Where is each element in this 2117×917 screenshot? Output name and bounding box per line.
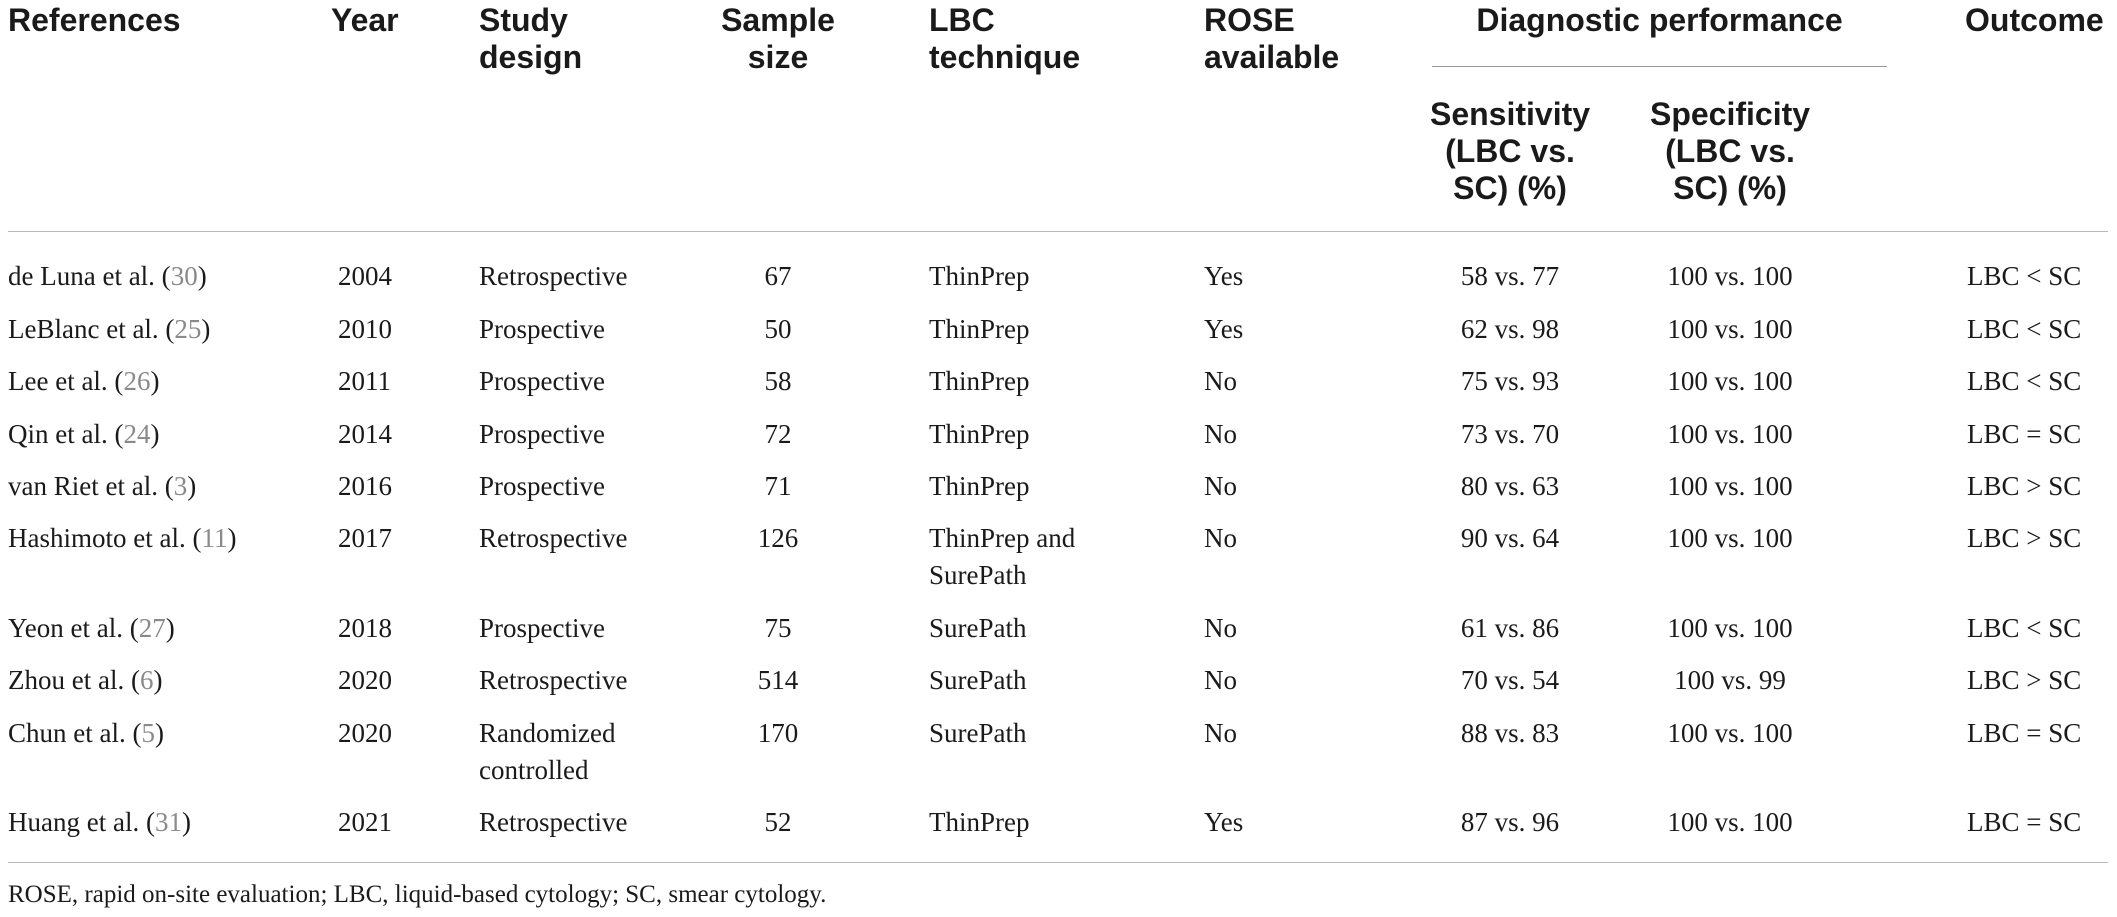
cell-sample-size: 170 [757, 718, 799, 748]
cell-rose: Yes [1204, 314, 1244, 344]
cell-reference: Chun et al. (5) [8, 718, 164, 748]
cell-specificity: 100 vs. 100 [1667, 471, 1793, 501]
cell-sensitivity: 75 vs. 93 [1460, 366, 1560, 396]
cell-lbc-technique: ThinPrep [929, 471, 1030, 501]
header-bottom-rule [8, 231, 2108, 232]
cell-year: 2020 [338, 718, 392, 748]
cell-lbc-technique: SurePath [929, 665, 1027, 695]
cell-year: 2010 [338, 314, 392, 344]
cell-study-design: Retrospective [479, 523, 628, 553]
cell-sensitivity: 62 vs. 98 [1460, 314, 1560, 344]
cell-reference: de Luna et al. (30) [8, 261, 207, 291]
cell-year: 2014 [338, 419, 392, 449]
cell-sample-size: 126 [757, 523, 799, 553]
header-references: References [8, 2, 181, 38]
cell-reference: Qin et al. (24) [8, 419, 160, 449]
cell-lbc-technique: ThinPrep and SurePath [929, 523, 1076, 590]
header-sample-size: Sample size [721, 2, 835, 75]
cell-year: 2011 [338, 366, 391, 396]
cell-year: 2018 [338, 613, 392, 643]
cell-outcome: LBC = SC [1967, 419, 2082, 449]
cell-outcome: LBC > SC [1967, 471, 2082, 501]
cell-outcome: LBC < SC [1967, 314, 2082, 344]
cell-specificity: 100 vs. 100 [1667, 366, 1793, 396]
cell-specificity: 100 vs. 100 [1667, 419, 1793, 449]
cell-lbc-technique: ThinPrep [929, 314, 1030, 344]
cell-study-design: Retrospective [479, 665, 628, 695]
cell-sample-size: 75 [764, 613, 792, 643]
cell-sensitivity: 73 vs. 70 [1460, 419, 1560, 449]
cell-rose: Yes [1204, 261, 1244, 291]
cell-sensitivity: 70 vs. 54 [1460, 665, 1560, 695]
cell-outcome: LBC > SC [1967, 523, 2082, 553]
cell-study-design: Retrospective [479, 807, 628, 837]
cell-sample-size: 50 [764, 314, 792, 344]
cell-outcome: LBC < SC [1967, 261, 2082, 291]
header-rose-available: ROSE available [1204, 2, 1340, 75]
cell-sensitivity: 58 vs. 77 [1460, 261, 1560, 291]
cell-specificity: 100 vs. 99 [1674, 665, 1786, 695]
cell-outcome: LBC < SC [1967, 366, 2082, 396]
cell-sample-size: 71 [764, 471, 792, 501]
cell-sensitivity: 88 vs. 83 [1460, 718, 1560, 748]
cell-sensitivity: 90 vs. 64 [1460, 523, 1560, 553]
cell-rose: No [1204, 718, 1237, 748]
cell-study-design: Prospective [479, 471, 605, 501]
cell-lbc-technique: ThinPrep [929, 261, 1030, 291]
cell-sensitivity: 87 vs. 96 [1460, 807, 1560, 837]
cell-year: 2016 [338, 471, 392, 501]
cell-outcome: LBC > SC [1967, 665, 2082, 695]
cell-reference: Zhou et al. (6) [8, 665, 163, 695]
cell-study-design: Prospective [479, 366, 605, 396]
cell-specificity: 100 vs. 100 [1667, 613, 1793, 643]
cell-rose: No [1204, 366, 1237, 396]
cell-sample-size: 72 [764, 419, 792, 449]
cell-reference: LeBlanc et al. (25) [8, 314, 211, 344]
cell-lbc-technique: SurePath [929, 613, 1027, 643]
cell-rose: No [1204, 613, 1237, 643]
cell-study-design: Randomized controlled [479, 718, 616, 785]
header-specificity: Specificity (LBC vs. SC) (%) [1649, 96, 1811, 206]
cell-rose: Yes [1204, 807, 1244, 837]
cell-outcome: LBC = SC [1967, 807, 2082, 837]
cell-specificity: 100 vs. 100 [1667, 523, 1793, 553]
cell-sample-size: 52 [764, 807, 792, 837]
cell-outcome: LBC < SC [1967, 613, 2082, 643]
header-lbc-technique: LBC technique [929, 2, 1081, 75]
cell-specificity: 100 vs. 100 [1667, 718, 1793, 748]
cell-sample-size: 514 [757, 665, 799, 695]
cell-reference: Huang et al. (31) [8, 807, 191, 837]
cell-year: 2020 [338, 665, 392, 695]
cell-reference: Lee et al. (26) [8, 366, 160, 396]
diagnostic-performance-rule [1432, 66, 1887, 67]
header-study-design: Study design [479, 2, 583, 75]
cell-rose: No [1204, 665, 1237, 695]
cell-study-design: Prospective [479, 613, 605, 643]
table-footnote: ROSE, rapid on-site evaluation; LBC, liquid-based cytology; SC, smear cytology. [8, 881, 827, 908]
cell-specificity: 100 vs. 100 [1667, 807, 1793, 837]
header-outcome: Outcome [1965, 2, 2104, 38]
cell-study-design: Prospective [479, 314, 605, 344]
cell-lbc-technique: ThinPrep [929, 807, 1030, 837]
cell-specificity: 100 vs. 100 [1667, 314, 1793, 344]
cell-outcome: LBC = SC [1967, 718, 2082, 748]
cell-sample-size: 67 [764, 261, 792, 291]
cell-reference: Yeon et al. (27) [8, 613, 175, 643]
cell-year: 2021 [338, 807, 392, 837]
cell-year: 2017 [338, 523, 392, 553]
cell-rose: No [1204, 523, 1237, 553]
cell-sensitivity: 80 vs. 63 [1460, 471, 1560, 501]
cell-study-design: Retrospective [479, 261, 628, 291]
cell-lbc-technique: ThinPrep [929, 419, 1030, 449]
header-diagnostic-performance: Diagnostic performance [1476, 2, 1843, 38]
header-sensitivity: Sensitivity (LBC vs. SC) (%) [1429, 96, 1591, 206]
cell-rose: No [1204, 419, 1237, 449]
cell-reference: van Riet et al. (3) [8, 471, 197, 501]
cell-rose: No [1204, 471, 1237, 501]
cell-sample-size: 58 [764, 366, 792, 396]
cell-sensitivity: 61 vs. 86 [1460, 613, 1560, 643]
table-bottom-rule [8, 862, 2108, 863]
cell-specificity: 100 vs. 100 [1667, 261, 1793, 291]
cell-reference: Hashimoto et al. (11) [8, 523, 237, 553]
cell-lbc-technique: SurePath [929, 718, 1027, 748]
header-year: Year [331, 2, 399, 38]
cell-year: 2004 [338, 261, 392, 291]
cell-study-design: Prospective [479, 419, 605, 449]
cell-lbc-technique: ThinPrep [929, 366, 1030, 396]
